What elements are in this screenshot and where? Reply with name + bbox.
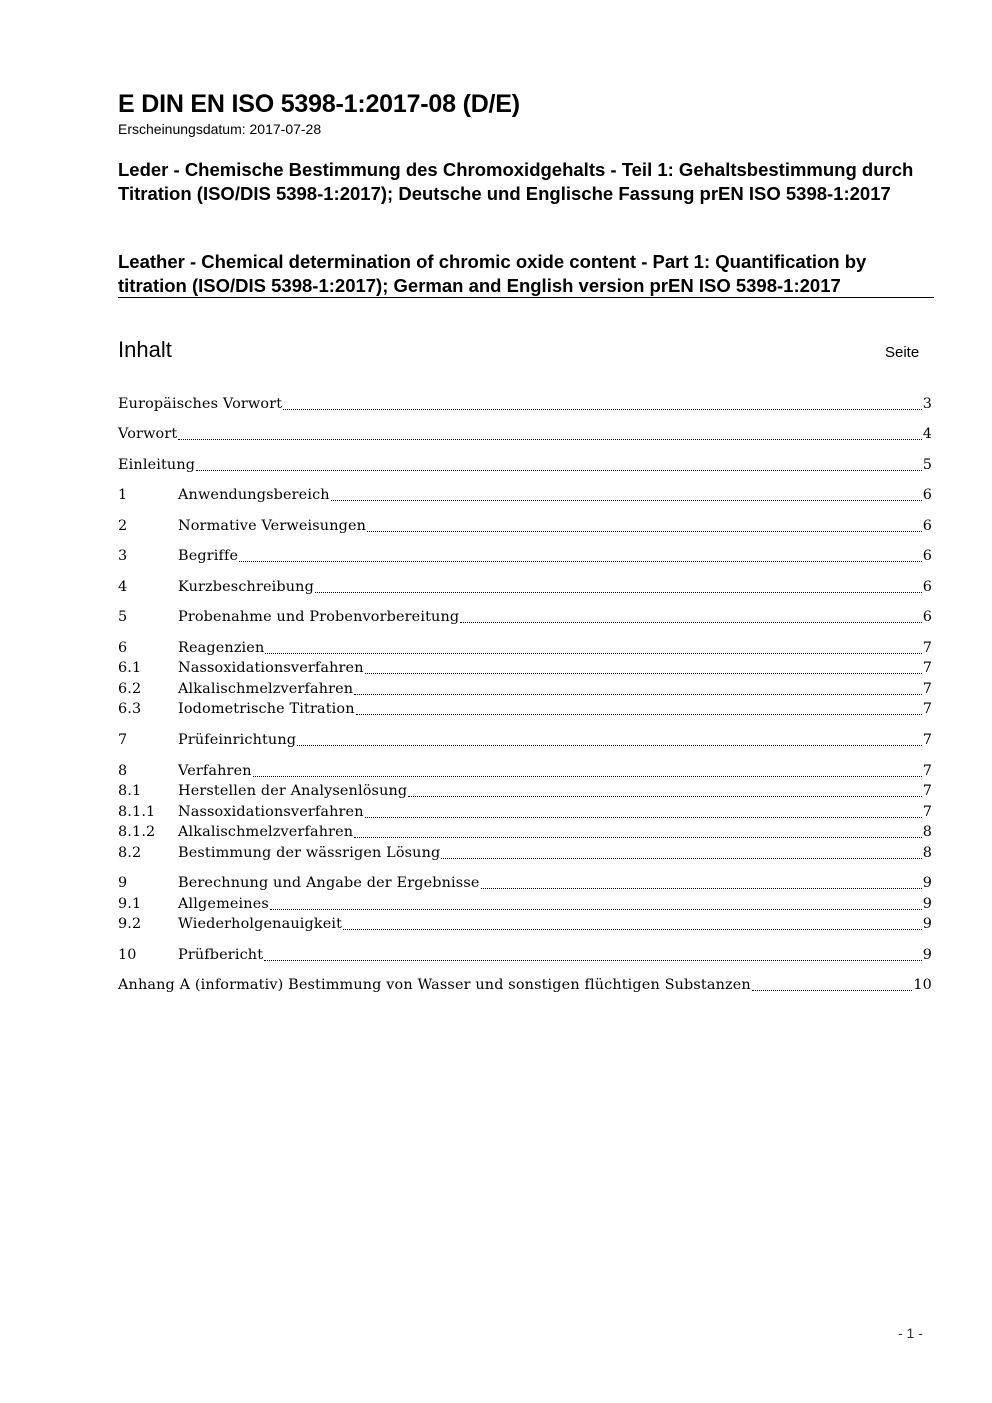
toc-entry[interactable] — [118, 577, 932, 597]
toc-entry-title: Prüfeinrichtung — [178, 732, 297, 748]
toc-entry[interactable] — [118, 455, 932, 475]
toc-entry-page: 7 — [922, 681, 932, 697]
toc-entry-number: 8.2 — [118, 845, 142, 861]
title-english: Leather - Chemical determination of chromic oxide content - Part 1: Quantification by titration (ISO/DIS 5398-1:2017); German and English version prEN ISO 5398-1:2017 — [118, 251, 867, 296]
toc-entry[interactable] — [118, 873, 932, 893]
toc-entry-title: Nassoxidationsverfahren — [178, 660, 364, 676]
toc-entry[interactable] — [118, 945, 932, 965]
toc-entry-title: Anhang A (informativ) Bestimmung von Wasser und sonstigen flüchtigen Substanzen — [118, 977, 751, 993]
toc-leader-dots — [460, 621, 921, 623]
toc-entry-page: 7 — [922, 640, 932, 656]
toc-entry-page: 7 — [922, 804, 932, 820]
toc-leader-dots — [265, 652, 921, 654]
toc-leader-dots — [297, 744, 922, 746]
toc-entry-title: Verfahren — [178, 763, 252, 779]
toc-entry-title: Europäisches Vorwort — [118, 396, 283, 412]
toc-page-column-label: Seite — [885, 344, 920, 361]
toc-entry-title: Vorwort — [118, 426, 178, 442]
toc-entry-title: Prüfbericht — [178, 947, 264, 963]
toc-entry-number: 6.1 — [118, 660, 142, 676]
toc-entry-title: Reagenzien — [178, 640, 265, 656]
toc-entry-number: 9.1 — [118, 896, 142, 912]
toc-entry-number: 8.1.2 — [118, 824, 156, 840]
toc-entry[interactable] — [118, 394, 932, 414]
toc-entry[interactable] — [118, 607, 932, 627]
toc-entry[interactable] — [118, 546, 932, 566]
toc-entry[interactable] — [118, 822, 932, 842]
toc-entry-page: 9 — [922, 947, 932, 963]
toc-entry-title: Alkalischmelzverfahren — [178, 681, 354, 697]
toc-entry-title: Nassoxidationsverfahren — [178, 804, 364, 820]
toc-leader-dots — [178, 438, 921, 440]
toc-entry-page: 7 — [922, 660, 932, 676]
title-german: Leder - Chemische Bestimmung des Chromoxidgehalts - Teil 1: Gehaltsbestimmung durch Titration (ISO/DIS 5398-1:2017); Deutsche und Englische Fassung prEN ISO 5398-1:2017 — [118, 159, 914, 204]
toc-leader-dots — [365, 816, 922, 818]
toc-entry[interactable] — [118, 424, 932, 444]
toc-entry-title: Kurzbeschreibung — [178, 579, 314, 595]
toc-entry-page: 8 — [922, 845, 932, 861]
toc-entry[interactable] — [118, 802, 932, 822]
toc-leader-dots — [354, 836, 921, 838]
toc-entry-number: 9.2 — [118, 916, 142, 932]
toc-entry-number: 5 — [118, 609, 128, 625]
toc-entry[interactable] — [118, 975, 932, 995]
table-of-contents — [118, 0, 932, 1050]
toc-leader-dots — [356, 713, 922, 715]
toc-entry-number: 2 — [118, 518, 128, 534]
toc-entry[interactable] — [118, 679, 932, 699]
toc-heading: Inhalt — [118, 337, 172, 362]
toc-entry-page: 7 — [922, 701, 932, 717]
toc-entry-number: 7 — [118, 732, 128, 748]
toc-entry-page: 4 — [922, 426, 932, 442]
toc-entry-page: 7 — [922, 732, 932, 748]
toc-entry[interactable] — [118, 730, 932, 750]
toc-entry-title: Begriffe — [178, 548, 239, 564]
toc-leader-dots — [752, 989, 913, 991]
toc-entry-title: Herstellen der Analysenlösung — [178, 783, 408, 799]
toc-entry-page: 6 — [922, 579, 932, 595]
toc-leader-dots — [253, 775, 922, 777]
toc-entry-title: Iodometrische Titration — [178, 701, 355, 717]
toc-entry-number: 6 — [118, 640, 128, 656]
toc-entry-number: 4 — [118, 579, 128, 595]
toc-leader-dots — [196, 469, 922, 471]
toc-leader-dots — [264, 959, 922, 961]
toc-entry[interactable] — [118, 485, 932, 505]
toc-entry-number: 8.1.1 — [118, 804, 156, 820]
page-number: - 1 - — [898, 1325, 923, 1341]
toc-entry-title: Alkalischmelzverfahren — [178, 824, 354, 840]
toc-entry-title: Berechnung und Angabe der Ergebnisse — [178, 875, 480, 891]
toc-entry-title: Anwendungsbereich — [178, 487, 330, 503]
toc-leader-dots — [441, 857, 921, 859]
toc-entry-page: 5 — [922, 457, 932, 473]
toc-leader-dots — [270, 908, 922, 910]
toc-entry-page: 10 — [913, 977, 932, 993]
toc-leader-dots — [354, 693, 921, 695]
toc-entry-page: 6 — [922, 548, 932, 564]
toc-entry-page: 6 — [922, 487, 932, 503]
toc-entry[interactable] — [118, 761, 932, 781]
toc-entry-number: 3 — [118, 548, 128, 564]
toc-entry-page: 6 — [922, 518, 932, 534]
toc-entry-number: 8.1 — [118, 783, 142, 799]
toc-entry[interactable] — [118, 843, 932, 863]
toc-entry-page: 3 — [922, 396, 932, 412]
toc-entry[interactable] — [118, 699, 932, 719]
toc-entry-title: Einleitung — [118, 457, 196, 473]
document-title: E DIN EN ISO 5398-1:2017-08 (D/E) — [118, 90, 520, 118]
toc-entry-title: Allgemeines — [178, 896, 269, 912]
toc-entry-title: Normative Verweisungen — [178, 518, 367, 534]
toc-leader-dots — [481, 887, 922, 889]
toc-entry-page: 9 — [922, 875, 932, 891]
toc-entry-page: 8 — [922, 824, 932, 840]
toc-leader-dots — [365, 672, 922, 674]
toc-entry-number: 1 — [118, 487, 128, 503]
toc-entry-page: 9 — [922, 916, 932, 932]
toc-entry[interactable] — [118, 638, 932, 658]
toc-entry-number: 9 — [118, 875, 128, 891]
toc-entry-number: 10 — [118, 947, 137, 963]
toc-leader-dots — [331, 499, 922, 501]
toc-leader-dots — [283, 408, 922, 410]
toc-entry-number: 6.3 — [118, 701, 142, 717]
toc-entry-title: Bestimmung der wässrigen Lösung — [178, 845, 441, 861]
toc-entry[interactable] — [118, 781, 932, 801]
toc-leader-dots — [367, 530, 922, 532]
toc-entry-page: 9 — [922, 896, 932, 912]
toc-entry[interactable] — [118, 658, 932, 678]
toc-entry-number: 8 — [118, 763, 128, 779]
toc-entry-page: 6 — [922, 609, 932, 625]
toc-entry-title: Wiederholgenauigkeit — [178, 916, 343, 932]
toc-entry[interactable] — [118, 516, 932, 536]
toc-leader-dots — [408, 795, 921, 797]
toc-entry[interactable] — [118, 894, 932, 914]
toc-entry[interactable] — [118, 914, 932, 934]
toc-entry-page: 7 — [922, 783, 932, 799]
toc-entry-title: Probenahme und Probenvorbereitung — [178, 609, 460, 625]
toc-entry-number: 6.2 — [118, 681, 142, 697]
toc-leader-dots — [343, 928, 922, 930]
publication-date: Erscheinungsdatum: 2017-07-28 — [118, 121, 322, 137]
toc-entry-page: 7 — [922, 763, 932, 779]
toc-leader-dots — [315, 591, 922, 593]
toc-leader-dots — [239, 560, 922, 562]
